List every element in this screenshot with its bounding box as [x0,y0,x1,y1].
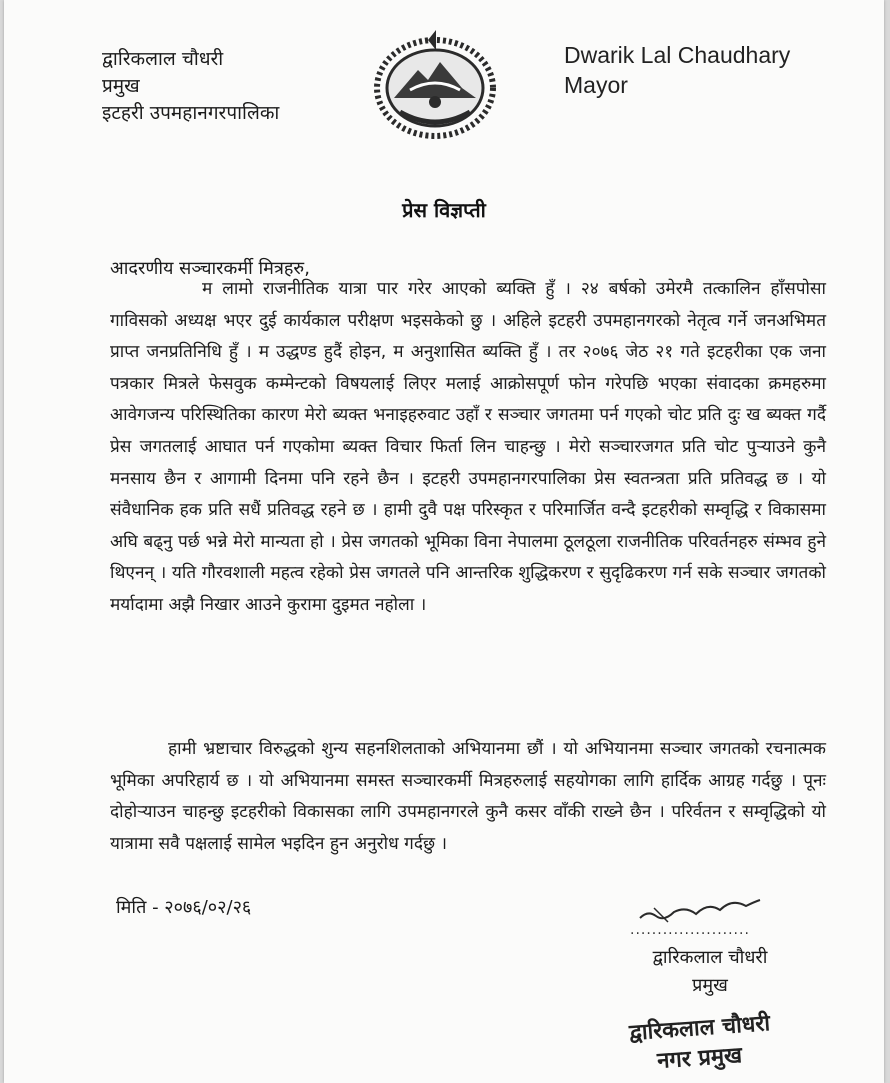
header-english-block [564,40,790,100]
body-paragraph-1: म लामो राजनीतिक यात्रा पार गरेर आएको ब्यक्ति हुँ । २४ बर्षको उमेरमै तत्कालिन हाँसपोसा गाविसको अध्यक्ष भएर दुई कार्यकाल परीक्षण भइसकेको छु । अहिले इटहरी उपमहानगरको नेतृत्व गर्ने जनअभिमत प्राप्त जनप्रतिनिधि हुँ । म उद्धण्ड हुदैं होइन, म अनुशासित ब्यक्ति हुँ । तर २०७६ जेठ २१ गते इटहरीका एक जना पत्रकार मित्रले फेसवुक कम्मेन्टको विषयलाई लिएर मलाई आक्रोसपूर्ण फोन गरेपछि भएका संवादका क्रमहरुमा आवेगजन्य परिस्थितिका कारण मेरो ब्यक्त भनाइहरुवाट उहाँ र सञ्चार जगतमा पर्न गएको चोट प्रति दुः ख ब्यक्त गर्दै प्रेस जगतलाई आघात पर्न गएकोमा ब्यक्त विचार फिर्ता लिन चाहन्छु । मेरो सञ्चारजगत प्रति चोट पुर्‍याउने कुनै मनसाय छैन र आगामी दिनमा पनि रहने छैन । इटहरी उपमहानगरपालिका प्रेस स्वतन्त्रता प्रति प्रतिवद्ध छ । यो संवैधानिक हक प्रति सधैं प्रतिवद्ध रहने छ । हामी दुवै पक्ष परिस्कृत र परिमार्जित वन्दै इटहरीको सम्वृद्धि र विकासमा अघि बढ्नु पर्छ भन्ने मेरो मान्यता हो । प्रेस जगतको भूमिका विना नेपालमा ठूलठूला राजनीतिक परिवर्तनहरु संम्भव हुने थिएनन् । यति गौरवशाली महत्व रहेको प्रेस जगतले पनि आन्तरिक शुद्धिकरण र सुदृढिकरण गर्न सके सञ्चार जगतको मर्यादामा अझै निखार आउने कुरामा दुइमत नहोला । [110,279,826,615]
sender-title-np: प्रमुख [102,75,140,97]
stamp-title: नगर प्रमुख [656,1043,743,1075]
signatory-title: प्रमुख [692,975,728,996]
sender-name-np: द्वारिकलाल चौधरी [102,48,224,70]
date-line: मिति - २०७६/०२/२६ [116,897,252,918]
signatory-name: द्वारिकलाल चौधरी [652,947,768,968]
press-release-page [4,0,884,1083]
nepal-emblem-icon [370,28,500,140]
salutation: आदरणीय सञ्चारकर्मी मित्रहरु, [110,258,310,279]
official-stamp [620,1006,810,1076]
signature-dotted-line: ...................... [630,922,750,938]
office-name-np: इटहरी उपमहानगरपालिका [102,102,280,124]
body-paragraph-2: हामी भ्रष्टाचार विरुद्धको शुन्य सहनशिलताको अभियानमा छौं । यो अभियानमा सञ्चार जगतको रचनात्मक भूमिका अपरिहार्य छ । यो अभियानमा समस्त सञ्चारकर्मी मित्रहरुलाई सहयोगका लागि हार्दिक आग्रह गर्दछु । पूनः दोहोर्‍याउन चाहन्छु इटहरीको विकासका लागि उपमहानगरले कुनै कसर वाँकी राख्ने छैन । परिर्वतन र सम्वृद्धिको यो यात्रामा सवै पक्षलाई सामेल भइदिन हुन अनुरोध गर्दछु । [110,739,826,854]
sender-name-en: Dwarik Lal Chaudhary [564,42,791,68]
header-nepali-block [102,46,279,127]
stamp-name: द्वारिकलाल चौधरी [628,1011,771,1046]
signature-block [630,944,790,1000]
sender-title-en: Mayor [564,72,628,98]
document-title: प्रेस विज्ञप्ती [402,198,486,222]
